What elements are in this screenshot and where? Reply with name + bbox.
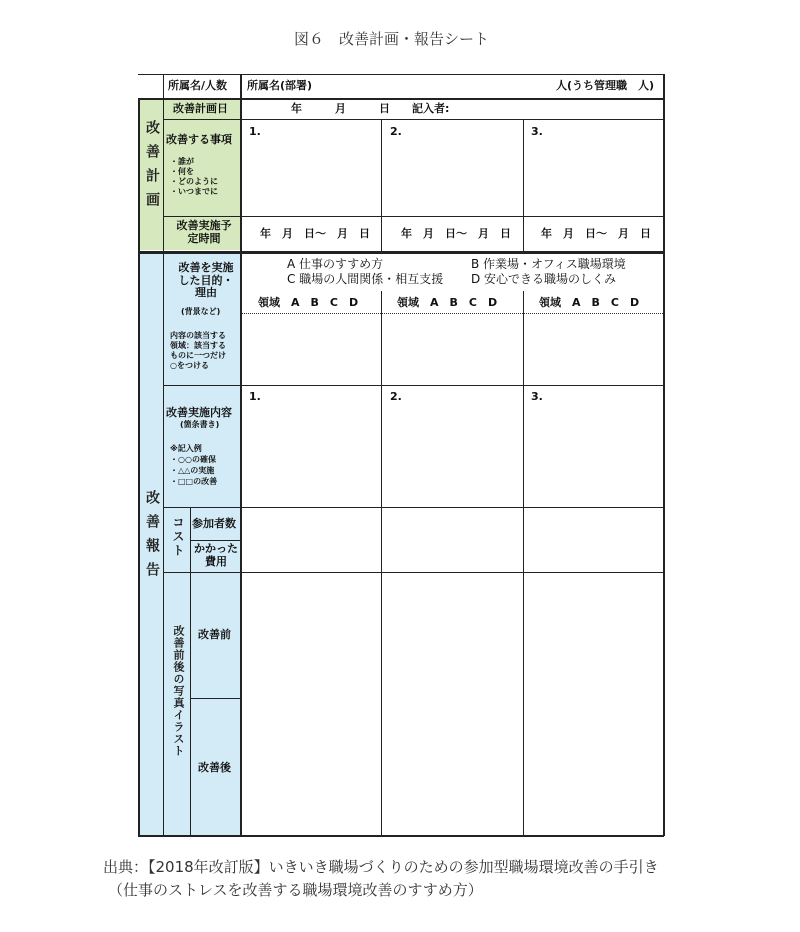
purpose-hint-1: 内容の該当する xyxy=(170,331,226,340)
content-hint-1: ※記入例 xyxy=(170,444,202,453)
plan-item-number-2: 2. xyxy=(390,125,402,138)
report-item-number-2: 2. xyxy=(390,390,402,403)
purpose-hint-3: ものに一つだけ xyxy=(170,351,226,360)
domain-row-2: 領域 A B C D xyxy=(397,296,498,309)
purpose-hint-2: 領域：該当する xyxy=(170,341,226,350)
plan-section-label: 改善計画 xyxy=(144,120,160,216)
content-sub: (箇条書き) xyxy=(180,420,220,429)
report-item-number-3: 3. xyxy=(531,390,543,403)
category-b: B 作業場・オフィス職場環境 xyxy=(471,257,626,271)
photo-label: 改善前後の写真イラスト xyxy=(172,625,185,757)
expense-label: かかった費用 xyxy=(194,542,238,568)
plan-schedule-3: 年 月 日～ 月 日 xyxy=(541,227,651,240)
content-label: 改善実施内容 xyxy=(166,406,232,419)
category-a: A 仕事のすすめ方 xyxy=(287,257,384,271)
header-headcount: 人(うち管理職 人) xyxy=(556,79,655,92)
plan-items-hint-3: ・どのように xyxy=(170,177,218,186)
participants-label: 参加者数 xyxy=(192,517,236,530)
plan-schedule-1: 年 月 日～ 月 日 xyxy=(260,227,370,240)
plan-schedule-2: 年 月 日～ 月 日 xyxy=(401,227,511,240)
figure-caption: 図６ 改善計画・報告シート xyxy=(294,30,490,48)
content-hint-2: ・○○の確保 xyxy=(170,455,216,464)
before-label: 改善前 xyxy=(198,628,231,641)
plan-item-number-1: 1. xyxy=(249,125,261,138)
purpose-label: 改善を実施した目的・理由 xyxy=(178,261,234,300)
purpose-hint-4: ○をつける xyxy=(170,361,209,370)
report-item-number-1: 1. xyxy=(249,390,261,403)
domain-row-1: 領域 A B C D xyxy=(258,296,359,309)
header-department: 所属名(部署) xyxy=(247,79,313,92)
plan-items-hint-2: ・何を xyxy=(170,167,194,176)
content-hint-4: ・□□の改善 xyxy=(170,477,218,486)
header-affiliation-count: 所属名/人数 xyxy=(168,79,228,92)
source-line-2: （仕事のストレスを改善する職場環境改善のすすめ方） xyxy=(108,881,483,899)
source-line-1: 出典：【2018年改訂版】いきいき職場づくりのための参加型職場環境改善の手引き xyxy=(103,858,659,876)
plan-item-number-3: 3. xyxy=(531,125,543,138)
content-hint-3: ・△△の実施 xyxy=(170,466,215,475)
plan-date-value: 年 月 日 記入者: xyxy=(291,102,450,115)
purpose-sub: (背景など) xyxy=(181,307,221,316)
domain-divider xyxy=(242,313,663,314)
report-section-label: 改善報告 xyxy=(144,490,160,586)
category-c: C 職場の人間関係・相互支援 xyxy=(287,272,444,286)
domain-row-3: 領域 A B C D xyxy=(539,296,640,309)
plan-schedule-label: 改善実施予定時間 xyxy=(176,219,232,245)
plan-items-hint-1: ・誰が xyxy=(170,157,194,166)
plan-date-label: 改善計画日 xyxy=(173,102,228,115)
category-d: D 安心できる職場のしくみ xyxy=(471,272,617,286)
after-label: 改善後 xyxy=(198,761,231,774)
plan-items-label: 改善する事項 xyxy=(166,133,232,146)
plan-items-hint-4: ・いつまでに xyxy=(170,187,218,196)
cost-label: コスト xyxy=(171,516,185,558)
